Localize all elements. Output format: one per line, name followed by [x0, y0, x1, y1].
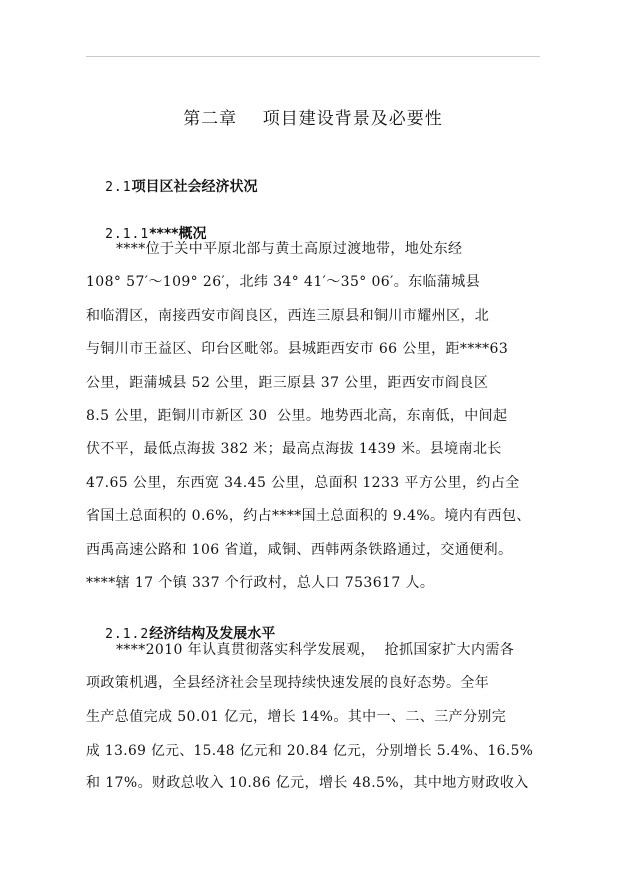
paragraph-line: 省国土总面积的 0.6%，约占****国土总面积的 9.4%。境内有西包、 — [86, 508, 531, 524]
chapter-title: 第二章 项目建设背景及必要性 — [183, 109, 443, 129]
paragraph-line: 和临渭区，南接西安市阎良区，西连三原县和铜川市耀州区，北 — [86, 308, 490, 324]
section-title: ****概况 — [149, 226, 207, 242]
section-title: 项目区社会经济状况 — [131, 179, 258, 195]
paragraph-line: 伏不平，最低点海拔 382 米；最高点海拔 1439 米。县境南北长 — [86, 441, 502, 457]
paragraph-line: ****2010 年认真贯彻落实科学发展观， 抢抓国家扩大内需各 — [116, 642, 515, 658]
paragraph-line: 项政策机遇，全县经济社会呈现持续快速发展的良好态势。全年 — [86, 675, 490, 691]
paragraph-line: ****位于关中平原北部与黄土高原过渡地带，地处东经 — [116, 241, 463, 257]
paragraph-line: 8.5 公里，距铜川市新区 30 公里。地势西北高，东南低，中间起 — [86, 408, 508, 424]
paragraph-line: 108° 57′～109° 26′，北纬 34° 41′～35° 06′。东临蒲城县 — [86, 274, 481, 290]
paragraph-line: 生产总值完成 50.01 亿元，增长 14%。其中一、二、三产分别完 — [86, 709, 507, 725]
paragraph-line: 和 17%。财政总收入 10.86 亿元，增长 48.5%，其中地方财政收入 — [86, 775, 529, 791]
section-title: 经济结构及发展水平 — [149, 626, 276, 642]
paragraph-line: 与铜川市王益区、印台区毗邻。县城距西安市 66 公里，距****63 — [86, 341, 509, 357]
section-number: 2.1 — [105, 180, 132, 195]
header-rule — [86, 56, 540, 57]
section-number: 2.1.1 — [105, 227, 150, 242]
paragraph-line: ****辖 17 个镇 337 个行政村，总人口 753617 人。 — [86, 575, 435, 591]
paragraph-line: 公里，距蒲城县 52 公里，距三原县 37 公里，距西安市阎良区 — [86, 375, 489, 391]
paragraph-line: 西禹高速公路和 106 省道，咸铜、西韩两条铁路通过，交通便利。 — [86, 542, 513, 558]
paragraph-line: 47.65 公里，东西宽 34.45 公里，总面积 1233 平方公里，约占全 — [86, 475, 520, 491]
paragraph-line: 成 13.69 亿元、15.48 亿元和 20.84 亿元，分别增长 5.4%、16.5% — [86, 743, 534, 759]
section-number: 2.1.2 — [105, 627, 150, 642]
